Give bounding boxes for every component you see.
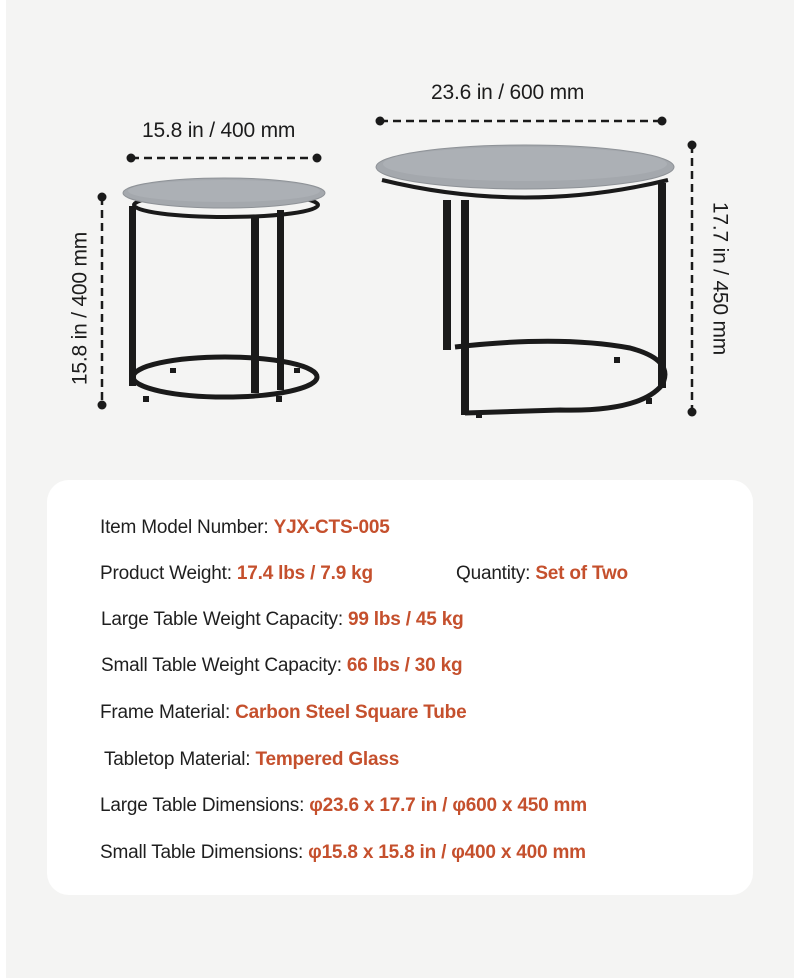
spec-row-model-number xyxy=(100,518,390,537)
spec-row-tabletop-material xyxy=(104,750,399,769)
spec-row-frame-material xyxy=(100,703,466,722)
spec-label: Product Weight: xyxy=(100,563,237,584)
large-table-width-label: 23.6 in / 600 mm xyxy=(431,81,585,104)
large-table-illustration xyxy=(376,145,674,418)
spec-value: Tempered Glass xyxy=(255,749,400,770)
spec-value: YJX-CTS-005 xyxy=(273,517,390,538)
spec-row-large-capacity xyxy=(101,610,463,629)
spec-row-large-dimensions xyxy=(100,796,587,815)
large-table-height-label: 17.7 in / 450 mm xyxy=(708,201,732,356)
small-table-height-label: 15.8 in / 400 mm xyxy=(68,231,92,386)
spec-value: 99 lbs / 45 kg xyxy=(347,609,464,630)
spec-label: Large Table Dimensions: xyxy=(100,795,310,816)
spec-label: Tabletop Material: xyxy=(104,749,256,770)
small-width-dimension-line xyxy=(127,154,322,163)
small-table-width-label: 15.8 in / 400 mm xyxy=(142,119,296,142)
tables-illustration xyxy=(0,0,800,470)
spec-value: φ23.6 x 17.7 in / φ600 x 450 mm xyxy=(309,795,587,816)
small-height-dimension-line xyxy=(98,193,107,410)
spec-row-small-capacity xyxy=(101,656,462,675)
small-table-illustration xyxy=(123,178,325,402)
spec-label: Large Table Weight Capacity: xyxy=(101,609,348,630)
spec-value: Set of Two xyxy=(535,563,628,584)
spec-value: 66 lbs / 30 kg xyxy=(346,655,463,676)
spec-row-quantity xyxy=(456,564,628,583)
spec-row-small-dimensions xyxy=(100,843,586,862)
large-height-dimension-line xyxy=(688,141,697,417)
spec-value: φ15.8 x 15.8 in / φ400 x 400 mm xyxy=(308,842,586,863)
spec-row-product-weight xyxy=(100,564,373,583)
spec-label: Small Table Weight Capacity: xyxy=(101,655,347,676)
spec-label: Item Model Number: xyxy=(100,517,274,538)
spec-label: Frame Material: xyxy=(100,702,236,723)
spec-value: Carbon Steel Square Tube xyxy=(235,702,467,723)
spec-label: Quantity: xyxy=(456,563,536,584)
spec-value: 17.4 lbs / 7.9 kg xyxy=(236,563,373,584)
large-width-dimension-line xyxy=(376,117,667,126)
specifications-card xyxy=(47,480,753,895)
spec-label: Small Table Dimensions: xyxy=(100,842,309,863)
dimension-diagram xyxy=(0,0,800,470)
